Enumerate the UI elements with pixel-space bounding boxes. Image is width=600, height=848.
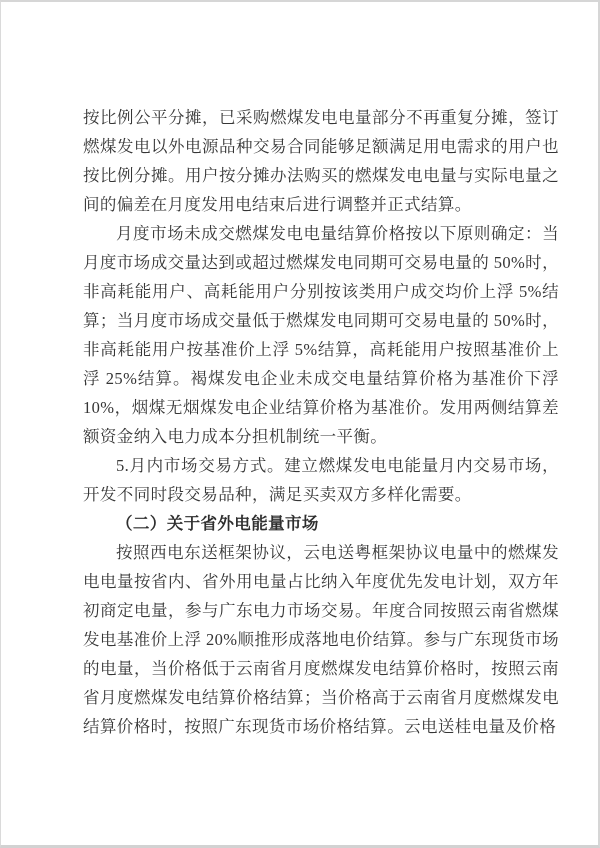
document-body [83, 103, 559, 741]
paragraph-outprovince-market: 按照西电东送框架协议，云电送粤框架协议电量中的燃煤发电电量按省内、省外用电量占比纳入年度优先发电计划，双方年初商定电量，参与广东电力市场交易。年度合同按照云南省燃煤发电基准价上浮 20%顺推形成落地电价结算。参与广东现货市场的电量，当价格低于云南省月度燃煤发电结算价格时，按照云南省月度燃煤发电结算价格结算；当价格高于云南省月度燃煤发电结算价格时，按照广东现货市场价格结算。云电送桂电量及价格 [83, 543, 559, 736]
paragraph-monthly-settlement-rules: 月度市场未成交燃煤发电电量结算价格按以下原则确定：当月度市场成交量达到或超过燃煤发电同期可交易电量的 50%时，非高耗能用户、高耗能用户分别按该类用户成交均价上浮 5%结算；当月度市场成交量低于燃煤发电同期可交易电量的 50%时，非高耗能用户按基准价上浮 5%结算，高耗能用户按照基准价上浮 25%结算。褐煤发电企业未成交电量结算价格为基准价下浮 10%，烟煤无烟煤发电企业结算价格为基准价。发用两侧结算差额资金纳入电力成本分担机制统一平衡。 [83, 224, 559, 446]
section-heading-outprovince-market: （二）关于省外电能量市场 [116, 514, 319, 533]
paragraph-intramonth-market: 5.月内市场交易方式。建立燃煤发电电能量月内交易市场，开发不同时段交易品种，满足买卖双方多样化需要。 [83, 456, 559, 504]
paragraph-continuation: 按比例公平分摊，已采购燃煤发电电量部分不再重复分摊，签订燃煤发电以外电源品种交易合同能够足额满足用电需求的用户也按比例分摊。用户按分摊办法购买的燃煤发电电量与实际电量之间的偏差在月度发用电结束后进行调整并正式结算。 [83, 108, 559, 214]
